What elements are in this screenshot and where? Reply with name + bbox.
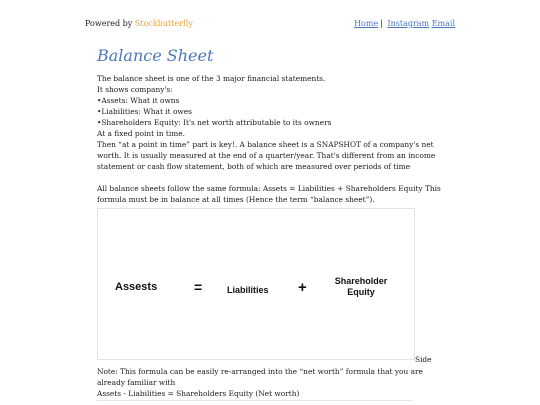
note-section xyxy=(97,366,447,399)
formula-intro: All balance sheets follow the same formula: Assets = Liabilities + Shareholders Equity This formula must be in balance at all times (Hence the term “balance sheet”). xyxy=(97,184,441,204)
top-nav xyxy=(354,19,455,28)
side-label: Side xyxy=(415,355,432,364)
article-line: •Shareholders Equity: It's net worth attributable to its owners xyxy=(97,118,332,127)
page-title: Balance Sheet xyxy=(97,46,214,65)
balance-sheet-formula-image xyxy=(97,208,415,360)
formula-term-equity: Equity xyxy=(347,287,375,297)
next-image-edge xyxy=(97,400,413,401)
formula-term-shareholder: Shareholder xyxy=(334,276,388,286)
formula-term-shareholder-equity xyxy=(326,276,396,298)
powered-prefix: Powered by xyxy=(85,19,133,28)
formula-equals: = xyxy=(194,279,203,295)
formula-term-assets: Assests xyxy=(115,281,158,293)
nav-home-link[interactable]: Home xyxy=(354,19,379,28)
article-line: It shows company's: xyxy=(97,85,173,94)
note-text: Note: This formula can be easily re-arranged into the “net worth” formula that you are already familiar with xyxy=(97,367,423,387)
brand-link[interactable]: Stockbutterfly xyxy=(134,19,193,28)
article-line: Then “at a point in time” part is key!. A balance sheet is a SNAPSHOT of a company's net worth. It is usually measured at the end of a quarter/year. That's different from an income statement or cash flow statement, both of which are measured over periods of time xyxy=(97,140,436,171)
nav-separator: | xyxy=(380,19,383,28)
article-line: The balance sheet is one of the 3 major financial statements. xyxy=(97,74,326,83)
formula-row xyxy=(98,267,414,307)
article-line: •Liabilities: What it owes xyxy=(97,107,192,116)
top-bar xyxy=(0,0,540,40)
nav-instagram-link[interactable]: Instagram xyxy=(387,19,430,28)
article-line: •Assets: What it owns xyxy=(97,96,180,105)
article-line: At a fixed point in time. xyxy=(97,129,185,138)
spacer xyxy=(97,172,447,183)
article-content xyxy=(97,46,447,360)
net-worth-formula: Assets - Liabilities = Shareholders Equity (Net worth) xyxy=(97,389,300,398)
formula-plus: + xyxy=(298,279,307,296)
formula-term-liabilities: Liabilities xyxy=(227,285,269,295)
powered-by xyxy=(85,19,193,28)
nav-email-link[interactable]: Email xyxy=(431,19,455,28)
